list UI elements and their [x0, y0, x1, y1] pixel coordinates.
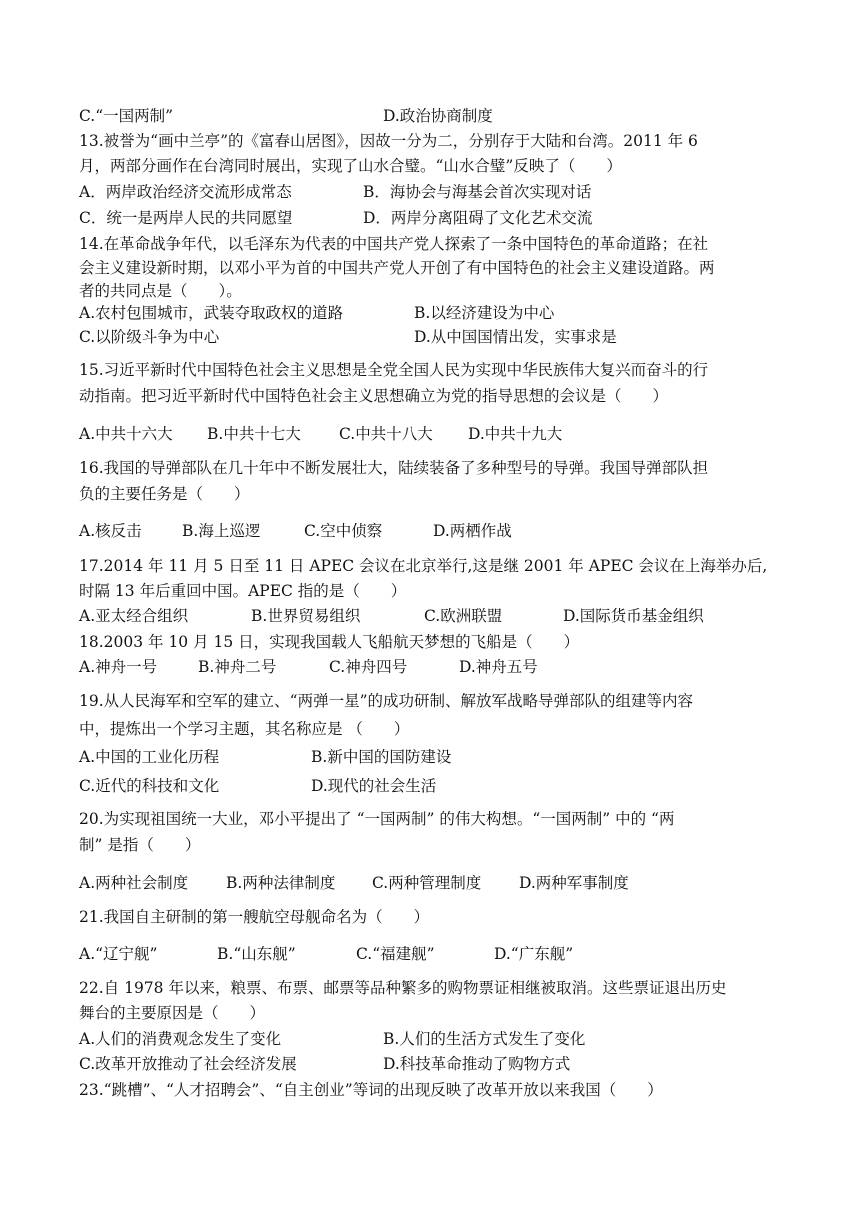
q18-option-b: B.神舟二号: [198, 658, 277, 676]
q12-option-c: C.“一国两制”: [79, 107, 174, 125]
q15-stem-line-1: 15.习近平新时代中国特色社会主义思想是全党全国人民为实现中华民族伟大复兴而奋斗的行: [79, 361, 709, 379]
q21-option-b: B.“山东舰”: [217, 945, 296, 963]
q22-stem-line-1: 22.自 1978 年以来，粮票、布票、邮票等品种繁多的购物票证相继被取消。这些票证退出历史: [79, 979, 727, 997]
q16-option-b: B.海上巡逻: [182, 522, 261, 540]
q19-option-a: A.中国的工业化历程: [79, 748, 220, 766]
q19-option-b: B.新中国的国防建设: [311, 748, 452, 766]
q16-stem-line-1: 16.我国的导弹部队在几十年中不断发展壮大，陆续装备了多种型号的导弹。我国导弹部队担: [79, 459, 709, 477]
q21-option-c: C.“福建舰”: [356, 945, 435, 963]
q14-stem-line-2: 会主义建设新时期，以邓小平为首的中国共产党人开创了有中国特色的社会主义建设道路。两: [79, 259, 715, 277]
q22-option-c: C.改革开放推动了社会经济发展: [79, 1055, 297, 1073]
q14-stem-line-3: 者的共同点是（ ）。: [79, 282, 242, 300]
q21-option-d: D.“广东舰”: [494, 945, 574, 963]
q16-option-a: A.核反击: [79, 522, 142, 540]
q19-stem-line-2: 中，提炼出一个学习主题，其名称应是 （ ）: [79, 720, 410, 738]
q17-option-a: A.亚太经合组织: [79, 607, 189, 625]
q13-stem-line-2: 月，两部分画作在台湾同时展出，实现了山水合璧。“山水合璧”反映了（ ）: [79, 157, 622, 175]
q18-option-a: A.神舟一号: [79, 658, 158, 676]
q17-option-b: B.世界贸易组织: [251, 607, 361, 625]
q15-option-a: A.中共十六大: [79, 425, 173, 443]
q17-stem-line-2: 时隔 13 年后重回中国。APEC 指的是（ ）: [79, 582, 407, 600]
q18-stem-line-1: 18.2003 年 10 月 15 日，实现我国载人飞船航天梦想的飞船是（ ）: [79, 633, 580, 651]
q14-option-c: C.以阶级斗争为中心: [79, 328, 220, 346]
q23-stem-line-1: 23.“跳槽”、“人才招聘会”、“自主创业”等词的出现反映了改革开放以来我国（ ）: [79, 1081, 663, 1099]
q15-option-d: D.中共十九大: [468, 425, 563, 443]
q14-option-a: A.农村包围城市，武装夺取政权的道路: [79, 304, 344, 322]
q19-option-d: D.现代的社会生活: [311, 777, 437, 795]
q20-stem-line-1: 20.为实现祖国统一大业，邓小平提出了 “一国两制” 的伟大构想。“一国两制” 中的 “两: [79, 810, 675, 828]
q13-stem-line-1: 13.被誉为“画中兰亭”的《富春山居图》，因故一分为二，分别存于大陆和台湾。2011 年 6: [79, 132, 698, 150]
q17-option-c: C.欧洲联盟: [424, 607, 503, 625]
q13-option-c: C．统一是两岸人民的共同愿望: [79, 209, 293, 227]
q16-option-d: D.两栖作战: [433, 522, 512, 540]
q22-option-d: D.科技革命推动了购物方式: [383, 1055, 571, 1073]
q16-option-c: C.空中侦察: [304, 522, 383, 540]
q22-option-b: B.人们的生活方式发生了变化: [383, 1030, 586, 1048]
q20-stem-line-2: 制” 是指（ ）: [79, 836, 201, 854]
q14-option-d: D.从中国国情出发，实事求是: [414, 328, 617, 346]
q21-stem-line-1: 21.我国自主研制的第一艘航空母舰命名为（ ）: [79, 908, 430, 926]
q18-option-d: D.神舟五号: [459, 658, 538, 676]
q20-option-b: B.两种法律制度: [226, 874, 336, 892]
q19-option-c: C.近代的科技和文化: [79, 777, 220, 795]
q15-stem-line-2: 动指南。把习近平新时代中国特色社会主义思想确立为党的指导思想的会议是（ ）: [79, 387, 669, 405]
q15-option-c: C.中共十八大: [339, 425, 433, 443]
q18-option-c: C.神舟四号: [329, 658, 408, 676]
q22-stem-line-2: 舞台的主要原因是（ ）: [79, 1004, 266, 1022]
q12-option-d: D.政治协商制度: [383, 107, 493, 125]
q20-option-a: A.两种社会制度: [79, 874, 189, 892]
q15-option-b: B.中共十七大: [207, 425, 301, 443]
q21-option-a: A.“辽宁舰”: [79, 945, 158, 963]
q14-stem-line-1: 14.在革命战争年代，以毛泽东为代表的中国共产党人探索了一条中国特色的革命道路；在社: [79, 235, 709, 253]
q13-option-b: B．海协会与海基会首次实现对话: [363, 183, 592, 201]
q17-option-d: D.国际货币基金组织: [563, 607, 704, 625]
q22-option-a: A.人们的消费观念发生了变化: [79, 1030, 282, 1048]
q20-option-c: C.两种管理制度: [372, 874, 482, 892]
q19-stem-line-1: 19.从人民海军和空军的建立、“两弹一星”的成功研制、解放军战略导弹部队的组建等内容: [79, 692, 694, 710]
q13-option-d: D．两岸分离阻碍了文化艺术交流: [363, 209, 593, 227]
q14-option-b: B.以经济建设为中心: [414, 304, 555, 322]
q17-stem-line-1: 17.2014 年 11 月 5 日至 11 日 APEC 会议在北京举行,这是继 2001 年 APEC 会议在上海举办后,: [79, 557, 768, 575]
q20-option-d: D.两种军事制度: [519, 874, 629, 892]
q13-option-a: A．两岸政治经济交流形成常态: [79, 183, 292, 201]
q16-stem-line-2: 负的主要任务是（ ）: [79, 485, 250, 503]
